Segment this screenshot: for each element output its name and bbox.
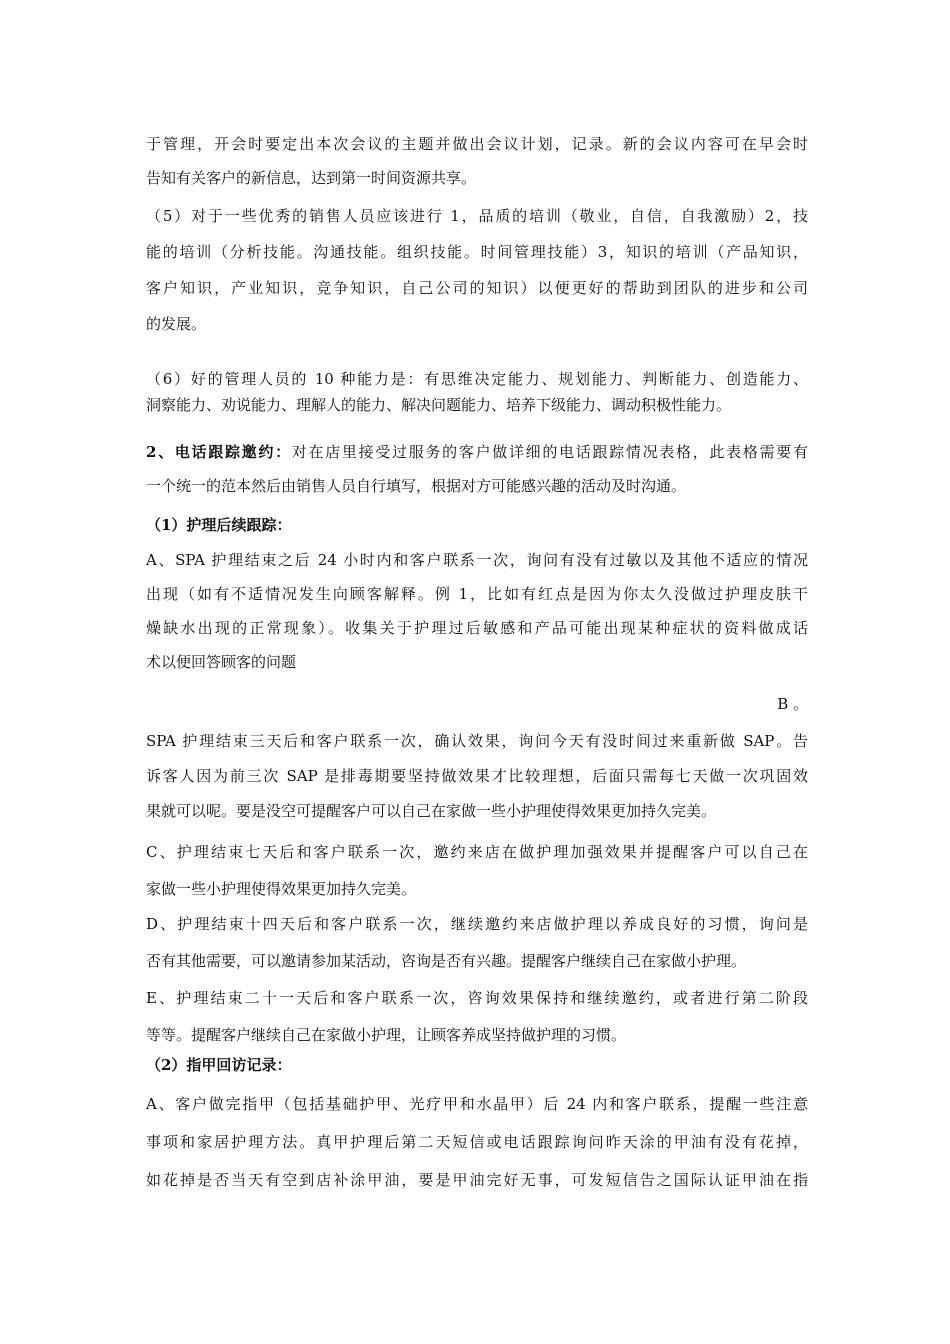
text-line: 洞察能力、劝说能力、理解人的能力、解决问题能力、培养下级能力、调动积极性能力。 bbox=[146, 396, 732, 414]
paragraph-5 bbox=[146, 198, 808, 342]
text-line: 事项和家居护理方法。真甲护理后第二天短信或电话跟踪询问昨天涂的甲油有没有花掉， bbox=[146, 1133, 808, 1151]
paragraph-E bbox=[146, 980, 808, 1054]
text-line: 术以便回答顾客的问题 bbox=[146, 653, 297, 671]
subsection-2-heading: （2）指甲回访记录： bbox=[146, 1056, 292, 1074]
text-line: C、护理结束七天后和客户联系一次，邀约来店在做护理加强效果并提醒客户可以自己在 bbox=[146, 843, 808, 861]
paragraph-intro bbox=[146, 127, 808, 195]
text-line: SPA 护理结束三天后和客户联系一次，确认效果，询问今天有没时间过来重新做 SAP。告 bbox=[146, 732, 808, 750]
text-line: （5）对于一些优秀的销售人员应该进行 1，品质的培训（敬业，自信，自我激励）2，技 bbox=[146, 207, 808, 225]
text-line: 否有其他需要，可以邀请参加某活动，咨询是否有兴趣。提醒客户继续自己在家做小护理。 bbox=[146, 952, 747, 970]
text-line: A、客户做完指甲（包括基础护甲、光疗甲和水晶甲）后 24 内和客户联系，提醒一些注意 bbox=[146, 1095, 808, 1113]
text-line: 于管理，开会时要定出本次会议的主题并做出会议计划，记录。新的会议内容可在早会时 bbox=[146, 135, 808, 153]
text-line: 家做一些小护理使得效果更加持久完美。 bbox=[146, 880, 417, 898]
text-line: 如花掉是否当天有空到店补涂甲油，要是甲油完好无事，可发短信告之国际认证甲油在指 bbox=[146, 1171, 808, 1189]
text-line: 果就可以呢。要是没空可提醒客户可以自己在家做一些小护理使得效果更加持久完美。 bbox=[146, 802, 717, 820]
subsection-1-heading: （1）护理后续跟踪： bbox=[146, 516, 292, 534]
text-line: 燥缺水出现的正常现象）。收集关于护理过后敏感和产品可能出现某种症状的资料做成话 bbox=[146, 619, 808, 637]
text-line: 客户知识，产业知识，竞争知识，自己公司的知识）以便更好的帮助到团队的进步和公司 bbox=[146, 279, 808, 297]
text-line: （6）好的管理人员的 10 种能力是：有思维决定能力、规划能力、判断能力、创造能力、 bbox=[146, 370, 808, 388]
paragraph-C bbox=[146, 834, 808, 908]
paragraph-nail-A bbox=[146, 1085, 808, 1199]
paragraph-B-label: B 。 bbox=[777, 695, 808, 713]
text-line: 告知有关客户的新信息，达到第一时间资源共享。 bbox=[146, 169, 477, 187]
paragraph-B bbox=[146, 724, 808, 829]
text-line: 一个统一的范本然后由销售人员自行填写，根据对方可能感兴趣的活动及时沟通。 bbox=[146, 477, 687, 495]
paragraph-6 bbox=[146, 366, 808, 418]
text-line: 诉客人因为前三次 SAP 是排毒期要坚持做效果才比较理想，后面只需每七天做一次巩固效 bbox=[146, 767, 808, 785]
section-2-paragraph bbox=[146, 435, 808, 503]
text-line: E、护理结束二十一天后和客户联系一次，咨询效果保持和继续邀约，或者进行第二阶段 bbox=[146, 989, 808, 1007]
text-line bbox=[146, 435, 808, 469]
section-text: 对在店里接受过服务的客户做详细的电话跟踪情况表格，此表格需要有 bbox=[291, 443, 808, 461]
paragraph-D bbox=[146, 906, 808, 980]
text-line: A、SPA 护理结束之后 24 小时内和客户联系一次，询问有没有过敏以及其他不适应的情况 bbox=[146, 551, 808, 569]
text-line: 能的培训（分析技能。沟通技能。组织技能。时间管理技能）3，知识的培训（产品知识， bbox=[146, 243, 808, 261]
paragraph-A bbox=[146, 543, 808, 679]
text-line: D、护理结束十四天后和客户联系一次，继续邀约来店做护理以养成良好的习惯，询问是 bbox=[146, 915, 808, 933]
text-line: 出现（如有不适情况发生向顾客解释。例 1，比如有红点是因为你太久没做过护理皮肤干 bbox=[146, 585, 808, 603]
text-line: 的发展。 bbox=[146, 315, 207, 333]
text-line: 等等。提醒客户继续自己在家做小护理，让顾客养成坚持做护理的习惯。 bbox=[146, 1026, 627, 1044]
section-heading: 2、电话跟踪邀约： bbox=[146, 443, 292, 461]
